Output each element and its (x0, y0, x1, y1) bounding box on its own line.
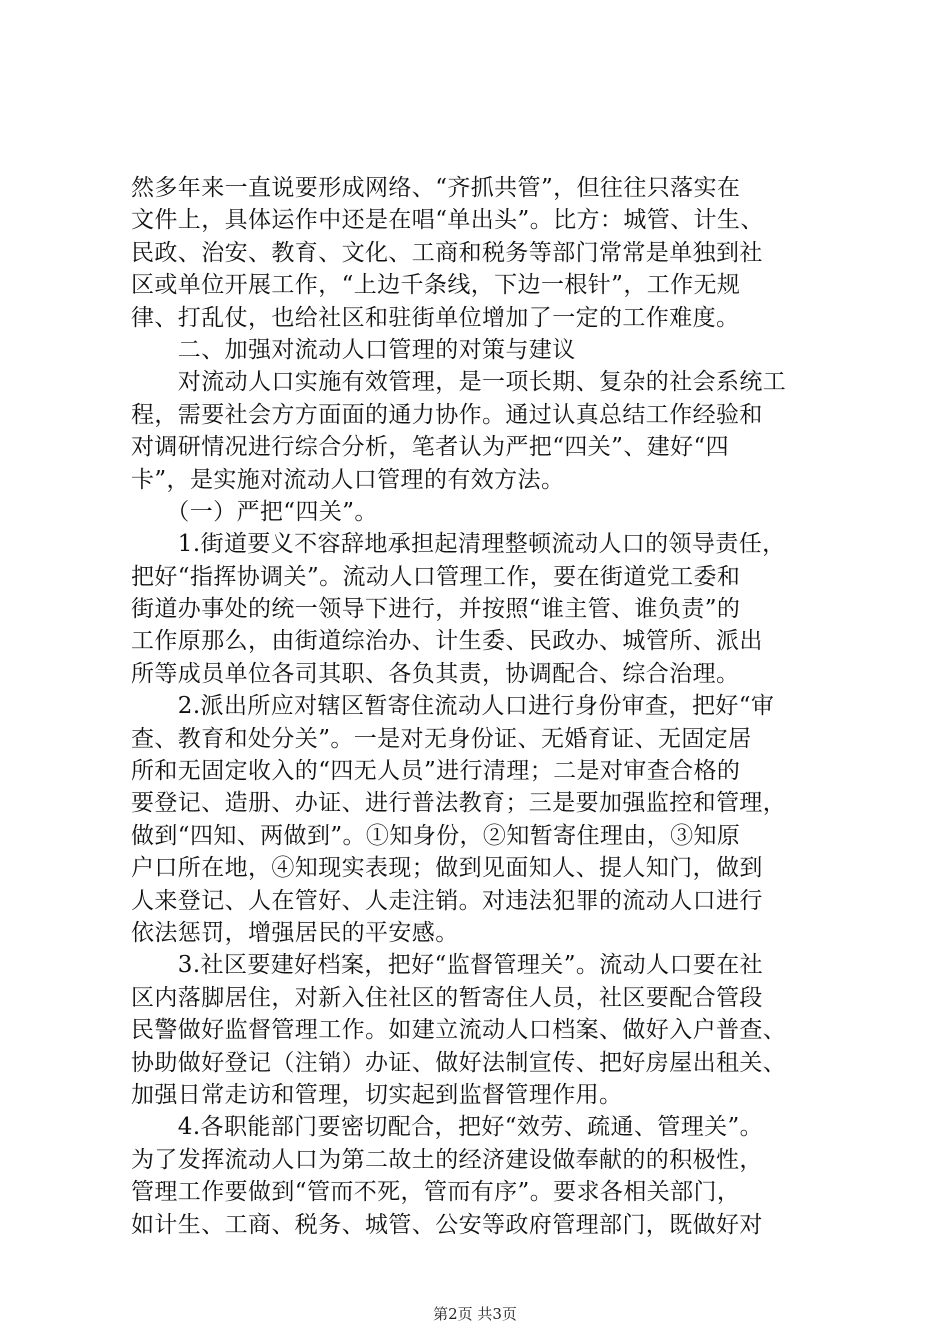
text-line: 户口所在地，④知现实表现；做到见面知人、提人知门，做到 (131, 855, 763, 882)
text-line: 卡”，是实施对流动人口管理的有效方法。 (131, 466, 565, 493)
text-line: 要登记、造册、办证、进行普法教育；三是要加强监控和管理， (131, 790, 787, 817)
text-line: 3.社区要建好档案，把好“监督管理关”。流动人口要在社 (131, 952, 764, 979)
text-line: 程，需要社会方方面面的通力协作。通过认真总结工作经验和 (131, 401, 763, 428)
text-line: 区内落脚居住，对新入住社区的暂寄住人员，社区要配合管段 (131, 984, 763, 1011)
text-line: 把好“指挥协调关”。流动人口管理工作，要在街道党工委和 (131, 563, 741, 590)
text-line: 文件上，具体运作中还是在唱“单出头”。比方：城管、计生、 (131, 207, 764, 234)
text-line: 所和无固定收入的“四无人员”进行清理；二是对审查合格的 (131, 758, 741, 785)
text-line: 做到“四知、两做到”。①知身份，②知暂寄住理由，③知原 (131, 822, 741, 849)
page-footer (0, 1303, 950, 1324)
text-line: 律、打乱仗，也给社区和驻街单位增加了一定的工作难度。 (131, 304, 740, 331)
text-line: 1.街道要义不容辞地承担起清理整顿流动人口的领导责任， (131, 531, 786, 558)
text-line: 管理工作要做到“管而不死，管而有序”。要求各相关部门， (131, 1179, 741, 1206)
subsection-heading: （一）严把“四关”。 (131, 498, 378, 525)
text-line: 人来登记、人在管好、人走注销。对违法犯罪的流动人口进行 (131, 887, 763, 914)
text-line: 如计生、工商、税务、城管、公安等政府管理部门，既做好对 (131, 1211, 763, 1238)
page-number: 第2页 共3页 (433, 1305, 517, 1323)
text-line: 对调研情况进行综合分析，笔者认为严把“四关”、建好“四 (131, 434, 730, 461)
text-line: 2.派出所应对辖区暂寄住流动人口进行身份审查，把好“审 (131, 693, 775, 720)
text-line: 然多年来一直说要形成网络、“齐抓共管”，但往往只落实在 (131, 175, 741, 201)
text-line: 区或单位开展工作，“上边千条线，下边一根针”，工作无规 (131, 272, 741, 299)
section-heading: 二、加强对流动人口管理的对策与建议 (131, 336, 576, 363)
document-body (131, 172, 841, 1241)
text-line: 协助做好登记（注销）办证、做好法制宣传、把好房屋出租关、 (131, 1049, 787, 1076)
text-line: 加强日常走访和管理，切实起到监督管理作用。 (131, 1081, 623, 1108)
text-line: 为了发挥流动人口为第二故土的经济建设做奉献的的积极性， (131, 1146, 763, 1173)
text-line: 所等成员单位各司其职、各负其责，协调配合、综合治理。 (131, 660, 740, 687)
text-line: 对流动人口实施有效管理，是一项长期、复杂的社会系统工 (131, 369, 787, 396)
text-line: 民警做好监督管理工作。如建立流动人口档案、做好入户普查、 (131, 1017, 787, 1044)
text-line: 查、教育和处分关”。一是对无身份证、无婚育证、无固定居 (131, 725, 752, 752)
text-line: 街道办事处的统一领导下进行，并按照“谁主管、谁负责”的 (131, 596, 741, 623)
text-line: 工作原那么，由街道综治办、计生委、民政办、城管所、派出 (131, 628, 763, 655)
text-line: 4.各职能部门要密切配合，把好“效劳、疏通、管理关”。 (131, 1114, 764, 1141)
text-line: 依法惩罚，增强居民的平安感。 (131, 919, 459, 946)
text-line: 民政、治安、教育、文化、工商和税务等部门常常是单独到社 (131, 239, 763, 266)
